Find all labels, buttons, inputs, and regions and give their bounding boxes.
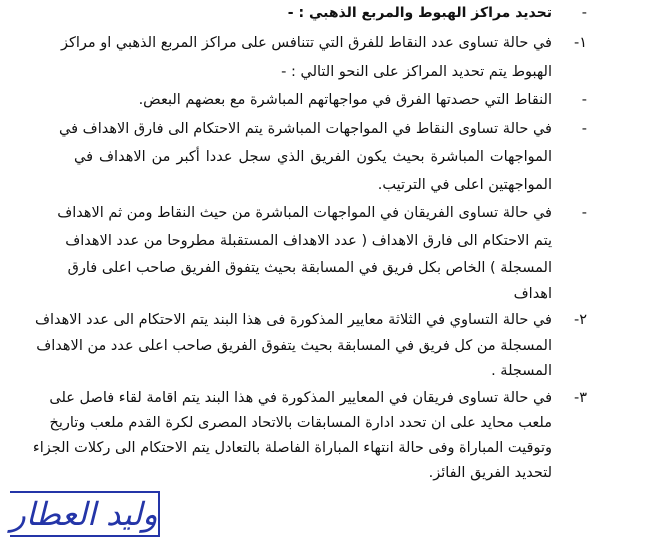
item-number-3: ٣- (573, 390, 587, 406)
item-number-2: ٢- (573, 312, 587, 328)
section-heading: تحديد مراكز الهبوط والمربع الذهبي : - (287, 5, 552, 21)
bullet-line: المسجلة ) الخاص بكل فريق في المسابقة بحيث يتفوق الفريق صاحب اعلى فارق (67, 260, 552, 276)
bullet-line: اهداف (513, 286, 552, 302)
bullet-marker: - (581, 92, 587, 108)
bullet-line: في حالة تساوى النقاط في المواجهات المباشرة يتم الاحتكام الى فارق الاهداف في (59, 121, 552, 137)
item1-line: الهبوط يتم تحديد المراكز على النحو التالي : - (281, 64, 552, 80)
item2-line: المسجلة . (491, 363, 552, 379)
bullet-line: المواجهات المباشرة بحيث يكون الفريق الذي سجل عددا أكبر من الاهداف في (74, 149, 552, 165)
item2-line: المسجلة من كل فريق في المسابقة بحيث يتفوق الفريق صاحب اعلى عدد من الاهداف (36, 338, 552, 354)
bullet-line: في حالة تساوى الفريقان في المواجهات المباشرة من حيث النقاط ومن ثم الاهداف (57, 205, 552, 221)
heading-marker: - (581, 5, 587, 21)
bullet-marker: - (581, 121, 587, 137)
bullet-marker: - (581, 205, 587, 221)
item-number-1: ١- (573, 35, 587, 51)
signature-stamp: وليد العطار (10, 491, 160, 537)
item1-line: في حالة تساوى عدد النقاط للفرق التي تتنافس على مراكز المربع الذهبي او مراكز (60, 35, 552, 51)
item3-line: في حالة تساوى فريقان في المعايير المذكورة في هذا البند يتم اقامة لقاء فاصل على (49, 390, 552, 406)
item3-line: ملعب محايد على ان تحدد ادارة المسابقات بالاتحاد المصرى لكرة القدم ملعب وتاريخ (49, 415, 552, 431)
bullet-line: يتم الاحتكام الى فارق الاهداف ( عدد الاهداف المستقبلة مطروحا من عدد الاهداف (65, 233, 552, 249)
bullet-line: النقاط التي حصدتها الفرق في مواجهاتهم المباشرة مع بعضهم البعض. (138, 92, 552, 108)
item3-line: لتحديد الفريق الفائز. (428, 465, 552, 481)
item3-line: وتوقيت المباراة وفى حالة انتهاء المباراة الفاصلة بالتعادل يتم الاحتكام الى ركلات الجزاء (32, 440, 552, 456)
item2-line: في حالة التساوي في الثلاثة معايير المذكورة فى هذا البند يتم الاحتكام الى عدد الاهداف (34, 312, 552, 328)
bullet-line: المواجهتين اعلى في الترتيب. (377, 177, 552, 193)
